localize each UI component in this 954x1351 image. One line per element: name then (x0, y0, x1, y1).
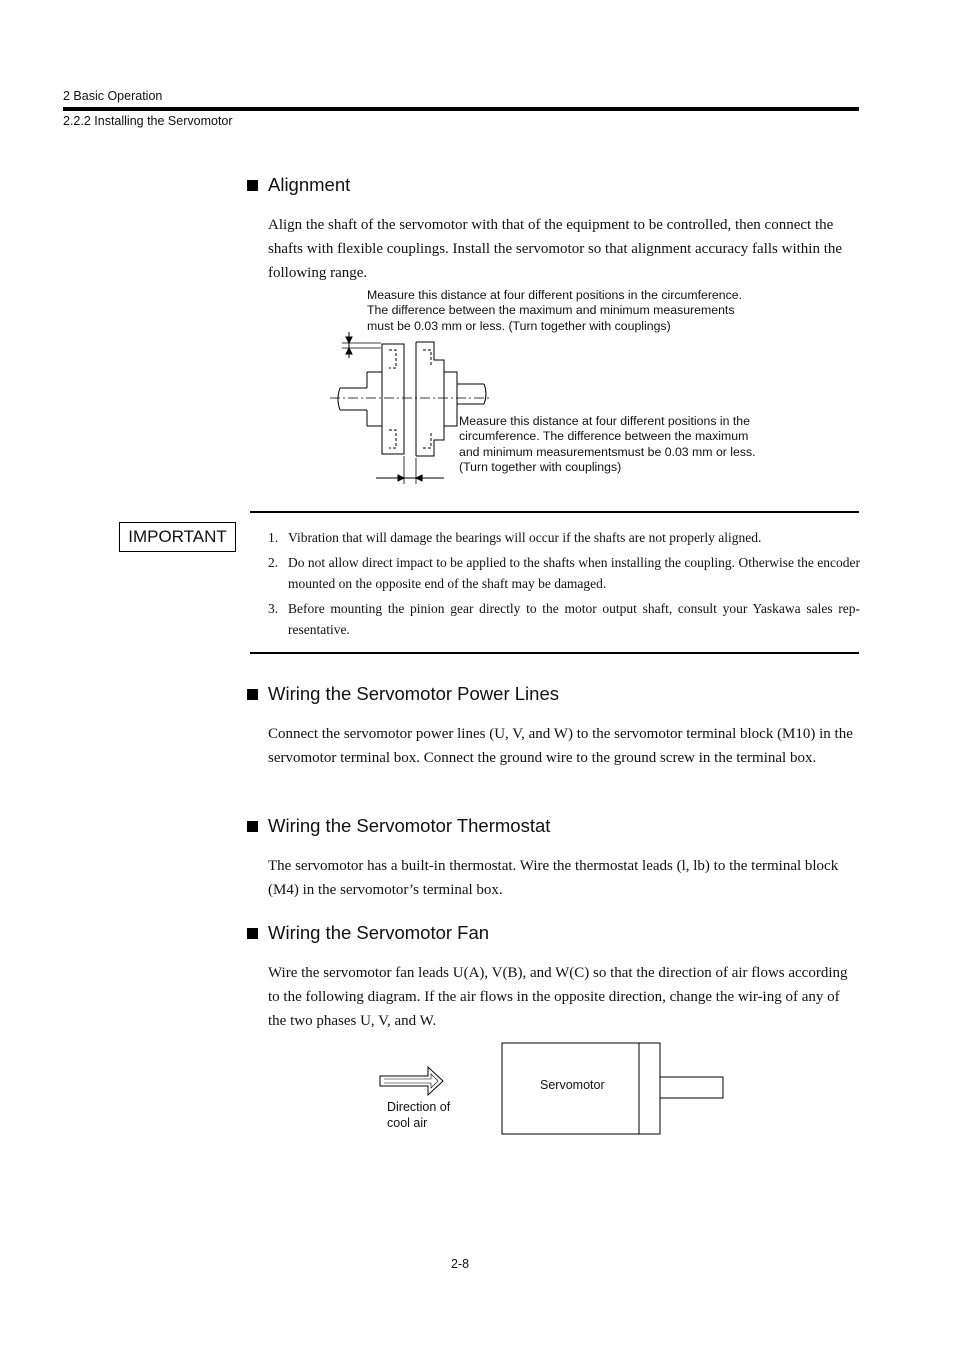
important-list (268, 527, 860, 644)
alignment-heading (247, 174, 350, 196)
list-item-text: Before mounting the pinion gear directly to the motor output shaft, consult your Yaskawa sales rep-resentative. (288, 600, 860, 637)
alignment-note-bottom (459, 414, 789, 475)
airflow-arrow-icon (380, 1067, 443, 1095)
fan-paragraph: Wire the servomotor fan leads U(A), V(B), and W(C) so that the direction of air flows according to the following diagram. If the air flows in the opposite direction, change the wir-ing of any of the two phases U, V, and W. (268, 965, 848, 1029)
list-item-number: 2. (268, 554, 279, 570)
servomotor-label: Servomotor (540, 1078, 605, 1092)
note-bottom-line: Measure this distance at four different positions in the (459, 414, 750, 428)
list-item-number: 3. (268, 600, 279, 616)
alignment-note-top (367, 288, 787, 334)
fan-heading (247, 922, 489, 944)
important-top-rule (250, 511, 859, 513)
note-bottom-line: circumference. The difference between the maximum (459, 429, 749, 444)
power-lines-title: Wiring the Servomotor Power Lines (268, 683, 559, 704)
list-item-number: 1. (268, 530, 279, 545)
cool-air-label-line: Direction of (387, 1100, 451, 1114)
thermostat-title: Wiring the Servomotor Thermostat (268, 815, 551, 836)
cool-air-label (387, 1100, 450, 1131)
power-lines-heading (247, 683, 559, 705)
note-top-line: The difference between the maximum and minimum measurements (367, 303, 735, 318)
motor-shaft (660, 1077, 723, 1098)
bullet-square-icon (247, 928, 258, 939)
note-bottom-line: and minimum measurementsmust be 0.03 mm or less. (459, 444, 756, 459)
note-top-line: must be 0.03 mm or less. (Turn together with couplings) (367, 318, 671, 333)
list-item-text: Do not allow direct impact to be applied to the shafts when installing the coupling. Otherwise the encoder mounted on the opposite end of the shaft may be damaged. (288, 554, 860, 591)
important-bottom-rule (250, 652, 859, 654)
bullet-square-icon (247, 821, 258, 832)
alignment-paragraph: Align the shaft of the servomotor with that of the equipment to be controlled, then connect the shafts with flexible couplings. Install the servomotor so that alignment accuracy falls within the following range. (268, 217, 843, 281)
list-item (268, 598, 860, 641)
list-item (268, 527, 860, 549)
thermostat-heading (247, 815, 550, 837)
power-lines-paragraph: Connect the servomotor power lines (U, V, and W) to the servomotor terminal block (M10) in the servomotor terminal box. Connect the ground wire to the ground screw in the terminal box. (268, 726, 853, 766)
important-label: IMPORTANT (119, 522, 236, 552)
note-top-line: Measure this distance at four different positions in the circumference. (367, 288, 743, 302)
page-number: 2-8 (451, 1257, 470, 1271)
chapter-header: 2 Basic Operation (63, 89, 163, 103)
bullet-square-icon (247, 180, 258, 191)
fan-title: Wiring the Servomotor Fan (268, 922, 490, 943)
cool-air-label-line: cool air (387, 1115, 428, 1130)
list-item (268, 552, 860, 595)
list-item-text: Vibration that will damage the bearings will occur if the shafts are not properly aligned. (288, 530, 762, 545)
thermostat-paragraph: The servomotor has a built-in thermostat. Wire the thermostat leads (l, lb) to the terminal block (M4) in the servomotor’s terminal box. (268, 858, 839, 898)
bullet-square-icon (247, 689, 258, 700)
header-rule (63, 107, 859, 111)
alignment-title: Alignment (268, 174, 351, 195)
note-bottom-line: (Turn together with couplings) (459, 459, 622, 474)
section-header: 2.2.2 Installing the Servomotor (63, 114, 233, 128)
